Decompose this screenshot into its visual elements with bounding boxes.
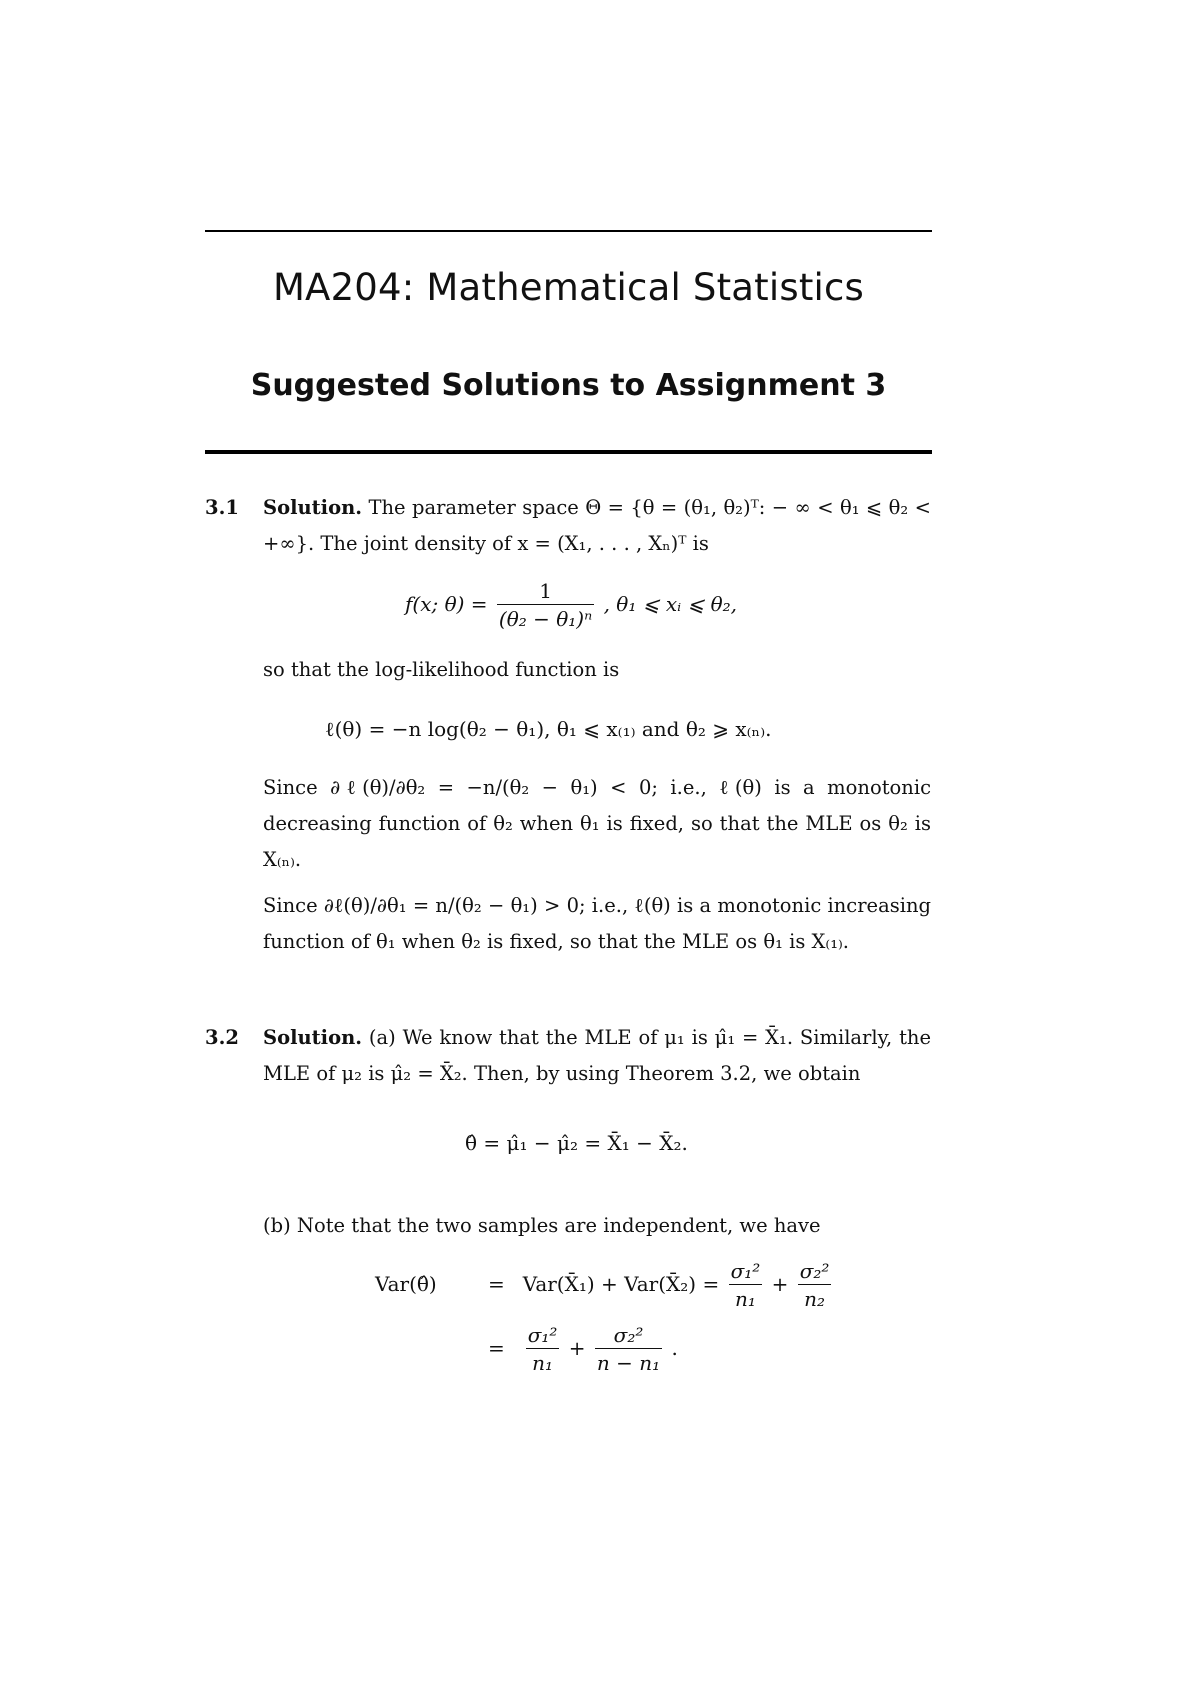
top-rule bbox=[205, 230, 932, 232]
fraction-sigma1-n1 bbox=[729, 1258, 763, 1313]
log-likelihood-equation: ℓ(θ) = −n log(θ₂ − θ₁), θ₁ ⩽ x₍₁₎ and θ₂ ⩾ x₍ₙ₎. bbox=[325, 717, 772, 741]
section-3-1-para-theta1: Since ∂ℓ(θ)/∂θ₁ = n/(θ₂ − θ₁) > 0; i.e., ℓ(θ) is a monotonic increasing function of θ₁ when θ₂ is fixed, so that the MLE os θ₁ is X₍₁₎. bbox=[263, 894, 931, 953]
equals-sign: = bbox=[487, 1272, 505, 1296]
fraction-numerator: σ₂² bbox=[799, 1259, 830, 1283]
section-3-1-para-theta2: Since ∂ℓ(θ)/∂θ₂ = −n/(θ₂ − θ₁) < 0; i.e., ℓ(θ) is a monotonic decreasing function of θ₂ when θ₁ is fixed, so that the MLE os θ₂ is X₍ₙ₎. bbox=[263, 776, 931, 871]
plus-sign: + bbox=[568, 1336, 586, 1360]
part-a-text: (a) We know that the MLE of μ₁ is μ̂₁ = X̄₁. Similarly, the MLE of μ₂ is μ̂₂ = X̄₂. Then, by using Theorem 3.2, we obtain bbox=[263, 1026, 932, 1085]
fraction-numerator: σ₂² bbox=[613, 1323, 644, 1347]
fraction-numerator: σ₁² bbox=[730, 1259, 761, 1283]
eq1-condition: , θ₁ ⩽ xᵢ ⩽ θ₂, bbox=[603, 592, 738, 616]
equals-sign: = bbox=[487, 1336, 505, 1360]
end-period: . bbox=[671, 1336, 678, 1360]
eq1-denominator: (θ₂ − θ₁)ⁿ bbox=[497, 604, 594, 633]
log-likelihood-intro: so that the log-likelihood function is bbox=[263, 658, 620, 681]
fraction-denominator: n₁ bbox=[526, 1348, 560, 1377]
variance-equation-line-1 bbox=[375, 1258, 834, 1313]
solution-label: Solution. bbox=[263, 1026, 363, 1049]
fraction-denominator: n₁ bbox=[729, 1284, 763, 1313]
fraction-denominator: n − n₁ bbox=[595, 1348, 662, 1377]
section-3-2-part-b: (b) Note that the two samples are independent, we have bbox=[263, 1214, 821, 1237]
course-title: MA204: Mathematical Statistics bbox=[272, 266, 865, 309]
fraction-sigma2-n-minus-n1 bbox=[595, 1322, 662, 1377]
bottom-rule bbox=[205, 450, 932, 454]
variance-equation-line-2 bbox=[375, 1322, 678, 1377]
variance-rhs-1: Var(X̄₁) + Var(X̄₂) = bbox=[522, 1272, 720, 1296]
solution-label: Solution. bbox=[263, 496, 363, 519]
fraction-sigma2-n2 bbox=[798, 1258, 832, 1313]
plus-sign: + bbox=[771, 1272, 789, 1296]
theta-hat-equation: θ̂ = μ̂₁ − μ̂₂ = X̄₁ − X̄₂. bbox=[465, 1131, 688, 1155]
section-3-2-part-a bbox=[263, 1020, 931, 1092]
joint-density-equation bbox=[405, 578, 737, 633]
section-number-3-1: 3.1 bbox=[205, 496, 239, 519]
eq1-fraction bbox=[497, 578, 594, 633]
variance-lhs: Var(θ̂) bbox=[375, 1272, 437, 1296]
eq1-numerator: 1 bbox=[539, 579, 552, 603]
document-subtitle: Suggested Solutions to Assignment 3 bbox=[250, 368, 887, 403]
fraction-numerator: σ₁² bbox=[527, 1323, 558, 1347]
section-number-3-2: 3.2 bbox=[205, 1026, 239, 1049]
intro-text: The parameter space Θ = {θ = (θ₁, θ₂)ᵀ: − ∞ < θ₁ ⩽ θ₂ < +∞}. The joint density of x = (X₁, . . . , Xₙ)ᵀ is bbox=[263, 496, 931, 555]
eq1-lhs: f(x; θ) = bbox=[405, 592, 488, 616]
fraction-sigma1-n1 bbox=[526, 1322, 560, 1377]
section-3-1-intro bbox=[263, 490, 931, 562]
fraction-denominator: n₂ bbox=[798, 1284, 832, 1313]
